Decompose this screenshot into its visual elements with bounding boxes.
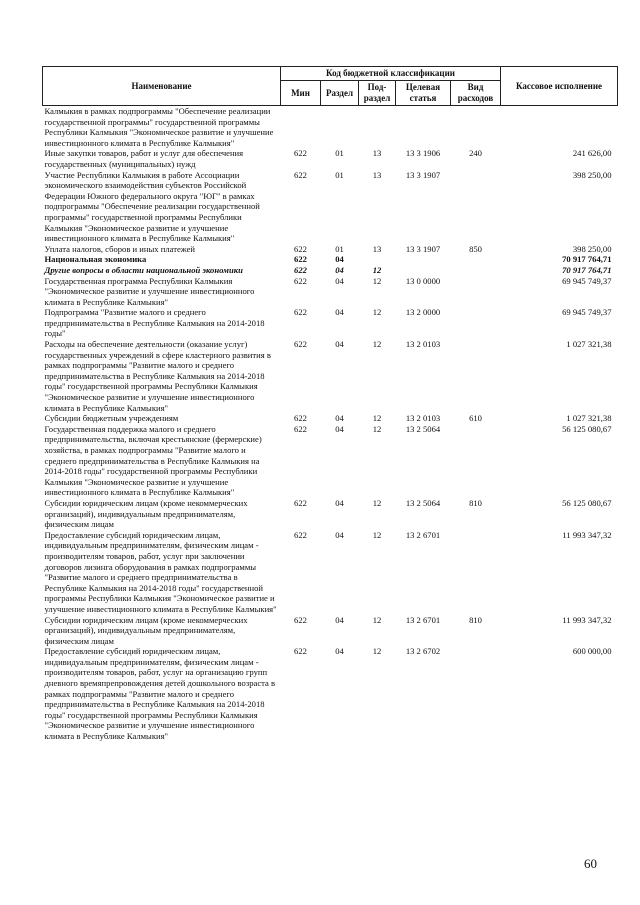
row-vid	[451, 530, 501, 615]
table-row	[43, 307, 618, 339]
row-razdel: 04	[335, 423, 344, 434]
row-min: 622	[294, 264, 307, 275]
header-min: Мин	[281, 81, 321, 106]
row-celevaya: 13 2 0000	[405, 307, 441, 318]
row-vid	[451, 646, 501, 741]
row-min: 622	[294, 243, 307, 254]
row-razdel: 04	[335, 264, 344, 275]
table-row	[43, 170, 618, 244]
table-row	[43, 615, 618, 647]
row-min: 622	[294, 254, 307, 265]
row-podrazdel: 13	[372, 169, 382, 180]
row-podrazdel: 12	[372, 646, 382, 657]
row-vid	[451, 424, 501, 498]
table-row	[43, 254, 618, 265]
row-name: Субсидии юридическим лицам (кроме некоммерческих организаций), индивидуальным предпринимателям, физическим лицам	[44, 614, 248, 646]
row-name: Национальная экономика	[44, 254, 147, 265]
row-min	[281, 106, 321, 149]
row-name: Предоставление субсидий юридическим лицам, индивидуальным предпринимателям, физическим лицам - производителям товаров, работ, услуг при заключении договоров лизинга оборудования в рамках подпрограммы "Развитие малого и среднего предпринимательства в Республике Калмыкия на 2014-2018 годы" государственной программы Республики Калмыкия "Экономическое развитие и улучшение инвестиционного климата в Республике Калмыкия"	[44, 529, 277, 614]
row-min: 622	[294, 413, 307, 424]
header-podrazdel: Под-раздел	[359, 81, 396, 106]
row-name: Субсидии бюджетным учреждениям	[44, 413, 179, 424]
row-vid: 810	[469, 614, 482, 625]
budget-table	[42, 66, 618, 742]
row-sum: 241 626,00	[572, 148, 612, 159]
row-podrazdel: 12	[372, 413, 382, 424]
row-podrazdel	[359, 106, 396, 149]
row-celevaya: 13 2 6701	[405, 614, 441, 625]
row-celevaya	[396, 254, 451, 265]
header-celevaya: Целевая статья	[396, 81, 451, 106]
row-name: Калмыкия в рамках подпрограммы "Обеспечение реализации государственной программы" государственной программы Республики Калмыкия "Экономическое развитие и улучшение инвестиционного климата в Республике Калмыкия"	[44, 106, 274, 148]
table-row	[43, 498, 618, 530]
row-celevaya: 13 2 5064	[405, 497, 441, 508]
row-razdel: 01	[335, 243, 344, 254]
row-podrazdel: 12	[372, 529, 382, 540]
header-name: Наименование	[43, 67, 281, 106]
row-min: 622	[294, 423, 307, 434]
row-name: Расходы на обеспечение деятельности (оказание услуг) государственных учреждений в сфере кластерного развития в рамках подпрограммы "Развитие малого и среднего предпринимательства в Республике Калмыкия на 2014-2018 годы" государственной программы Республики Калмыкия "Экономическое развитие и улучшение инвестиционного климата в Республике Калмыкия"	[44, 339, 271, 413]
page-number: 60	[584, 856, 597, 871]
row-name: Участие Республики Калмыкия в работе Ассоциации экономического взаимодействия субъектов Российской Федерации Южного федерального округа "ЮГ" в рамках подпрограммы "Обеспечение реализации государственной программы" государственной программы Республики Калмыкия "Экономическое развитие и улучшение инвестиционного климата в Республике Калмыкия"	[44, 169, 260, 244]
row-razdel: 01	[335, 148, 344, 159]
row-vid: 610	[469, 413, 482, 424]
row-podrazdel: 12	[372, 339, 382, 350]
table-row	[43, 148, 618, 169]
row-sum: 70 917 764,71	[562, 264, 612, 275]
row-name: Иные закупки товаров, работ и услуг для обеспечения государственных (муниципальных) нужд	[44, 148, 244, 169]
header-vid: Вид расходов	[451, 81, 501, 106]
row-podrazdel: 12	[372, 497, 382, 508]
row-sum: 70 917 764,71	[562, 254, 612, 265]
row-min: 622	[294, 646, 307, 657]
table-row	[43, 530, 618, 615]
table-row	[43, 276, 618, 308]
row-min: 622	[294, 497, 307, 508]
row-celevaya: 13 2 0103	[405, 339, 441, 350]
row-podrazdel: 12	[372, 423, 382, 434]
row-vid	[451, 307, 501, 339]
table-row	[43, 646, 618, 741]
row-celevaya: 13 3 1907	[405, 243, 441, 254]
header-sum: Кассовое исполнение	[501, 67, 618, 106]
row-min: 622	[294, 339, 307, 350]
row-vid: 850	[469, 243, 482, 254]
row-celevaya	[396, 106, 451, 149]
header-razdel: Раздел	[321, 81, 359, 106]
row-sum: 1 027 321,38	[566, 413, 612, 424]
table-row	[43, 424, 618, 498]
row-sum: 600 000,00	[572, 646, 612, 657]
row-razdel: 04	[335, 529, 344, 540]
row-vid	[451, 265, 501, 276]
row-vid	[451, 106, 501, 149]
row-sum: 398 250,00	[572, 169, 612, 180]
row-razdel: 04	[335, 275, 344, 286]
header-code-group: Код бюджетной классификации	[281, 67, 501, 81]
row-celevaya: 13 0 0000	[405, 275, 441, 286]
row-razdel	[321, 106, 359, 149]
row-sum: 11 993 347,32	[562, 529, 612, 540]
row-podrazdel: 12	[372, 614, 382, 625]
row-name: Государственная программа Республики Калмыкия "Экономическое развитие и улучшение инвестиционного климата в Республике Калмыкия"	[44, 275, 255, 307]
row-sum: 398 250,00	[572, 243, 612, 254]
table-row	[43, 413, 618, 424]
row-vid	[451, 254, 501, 265]
row-min: 622	[294, 169, 307, 180]
row-sum: 69 945 749,37	[562, 307, 612, 318]
row-name: Государственная поддержка малого и среднего предпринимательства, включая крестьянские (фермерские) хозяйства, в рамках подпрограммы "Развитие малого и среднего предпринимательства в Республике Калмыкия на 2014-2018 годы" государственной программы Республики Калмыкия "Экономическое развитие и улучшение инвестиционного климата в Республике Калмыкия"	[44, 423, 262, 498]
table-row	[43, 339, 618, 413]
row-razdel: 04	[335, 614, 344, 625]
table-body	[43, 106, 618, 742]
row-celevaya: 13 3 1907	[405, 169, 441, 180]
row-razdel: 04	[335, 646, 344, 657]
row-razdel: 04	[335, 339, 344, 350]
row-razdel: 04	[335, 413, 344, 424]
table-header	[43, 67, 618, 106]
row-razdel: 04	[335, 307, 344, 318]
row-celevaya: 13 3 1906	[405, 148, 441, 159]
row-celevaya: 13 2 6701	[405, 529, 441, 540]
table-row	[43, 106, 618, 149]
row-celevaya	[396, 265, 451, 276]
row-name: Другие вопросы в области национальной экономики	[44, 264, 243, 275]
row-razdel: 04	[335, 254, 344, 265]
row-podrazdel: 12	[372, 275, 382, 286]
row-podrazdel: 13	[372, 148, 382, 159]
row-min: 622	[294, 148, 307, 159]
row-podrazdel: 13	[372, 243, 382, 254]
row-razdel: 04	[335, 497, 344, 508]
row-razdel: 01	[335, 169, 344, 180]
row-sum: 1 027 321,38	[566, 339, 612, 350]
row-name: Субсидии юридическим лицам (кроме некоммерческих организаций), индивидуальным предпринимателям, физическим лицам	[44, 497, 248, 530]
row-min: 622	[294, 529, 307, 540]
row-min: 622	[294, 275, 307, 286]
row-name: Уплата налогов, сборов и иных платежей	[44, 243, 196, 254]
row-celevaya: 13 2 0103	[405, 413, 441, 424]
table-row	[43, 244, 618, 255]
row-vid	[451, 276, 501, 308]
row-podrazdel	[359, 254, 396, 265]
row-sum: 11 993 347,32	[562, 614, 612, 625]
table-row	[43, 265, 618, 276]
row-celevaya: 13 2 6702	[405, 646, 441, 657]
row-celevaya: 13 2 5064	[405, 423, 441, 434]
row-vid	[451, 170, 501, 244]
row-sum: 69 945 749,37	[562, 275, 612, 286]
row-podrazdel: 12	[372, 264, 382, 275]
row-sum: 56 125 080,67	[562, 497, 612, 508]
row-min: 622	[294, 307, 307, 318]
row-sum	[501, 106, 618, 149]
row-vid: 810	[469, 497, 482, 508]
row-name: Предоставление субсидий юридическим лицам, индивидуальным предпринимателям, физическим лицам - производителям товаров, работ, услуг на организацию групп дневного времяпрепровождения детей дошкольного возраста в рамках подпрограммы "Развитие малого и среднего предпринимательства в Республике Калмыкия на 2014-2018 годы" государственной программы Республики Калмыкия "Экономическое развитие и улучшение инвестиционного климата в Республике Калмыкия"	[44, 646, 276, 742]
row-sum: 56 125 080,67	[562, 423, 612, 434]
row-podrazdel: 12	[372, 307, 382, 318]
row-name: Подпрограмма "Развитие малого и среднего предпринимательства в Республике Калмыкия на 2014-2018 годы"	[44, 307, 265, 339]
row-vid	[451, 339, 501, 413]
row-vid: 240	[469, 148, 482, 159]
row-min: 622	[294, 614, 307, 625]
